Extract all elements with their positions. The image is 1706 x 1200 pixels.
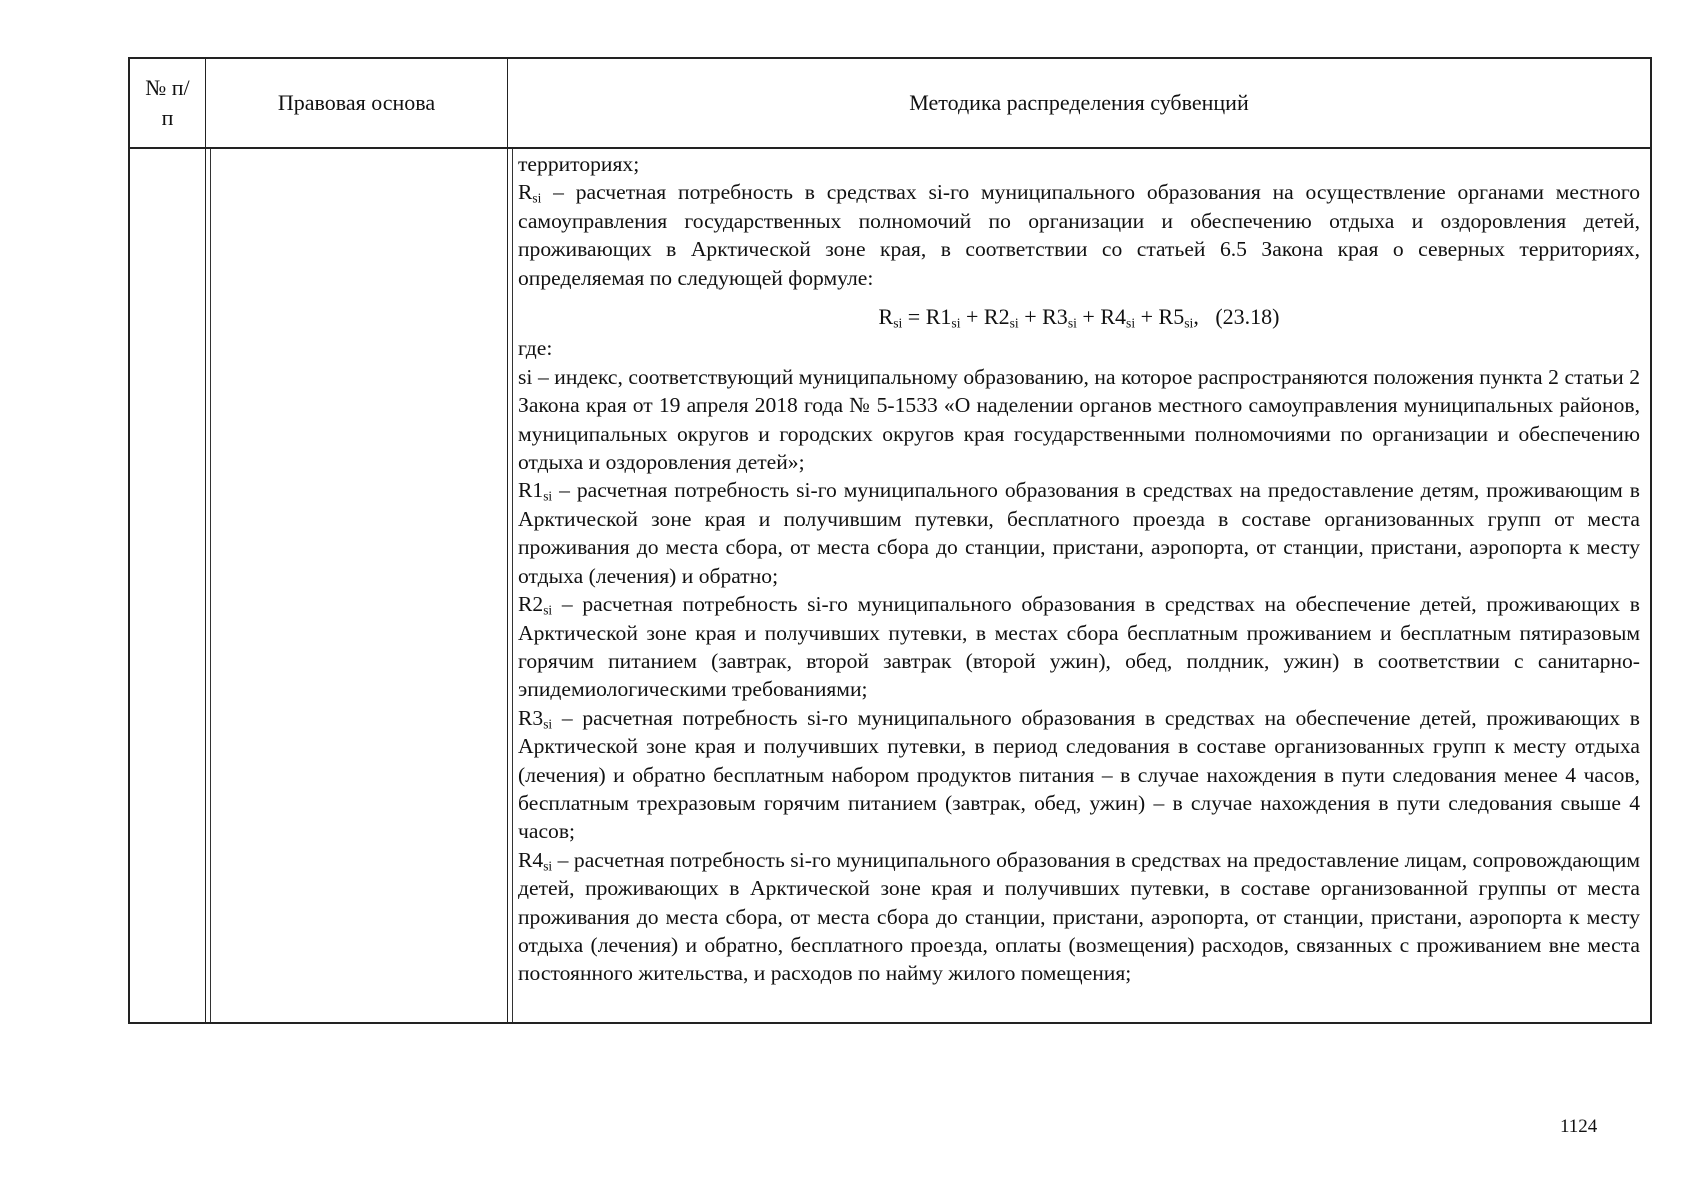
r1-subscript: si: [543, 488, 553, 504]
paragraph-where: где:: [518, 336, 553, 361]
rsi-subscript: si: [532, 190, 542, 206]
r3-subscript: si: [543, 716, 553, 732]
page-number: 1124: [1560, 1116, 1598, 1137]
column-divider-number: [205, 59, 206, 1022]
formula-r4: R4: [1100, 304, 1127, 330]
r1-symbol: R1: [518, 478, 544, 503]
formula-sub: si: [1067, 315, 1077, 331]
column-divider-number-inner: [210, 149, 211, 1022]
paragraph-r3: [518, 704, 1640, 846]
header-legal-basis-label: Правовая основа: [277, 90, 436, 115]
r4-subscript: si: [543, 858, 553, 874]
methodology-table: [128, 57, 1652, 1024]
formula-r1: R1: [925, 304, 952, 330]
header-methodology-label: Методика распределения субвенций: [909, 90, 1249, 115]
r3-symbol: R3: [518, 705, 544, 730]
methodology-text: [518, 150, 1640, 988]
paragraph-r1: [518, 476, 1640, 590]
paragraph-intro: территориях;: [518, 152, 640, 176]
formula-sub: si: [951, 315, 961, 331]
paragraph-r4: [518, 846, 1640, 988]
formula-comma: ,: [1193, 304, 1199, 330]
formula-r2: R2: [983, 304, 1010, 330]
header-number-label: № п/п: [145, 75, 190, 130]
rsi-symbol: R: [518, 180, 533, 205]
r3-definition: – расчетная потребность si-го муниципального образования в средствах на обеспечение детей, проживающих в Арктической зоне края и получивших путевки, в период следования в составе организованных групп к месту отдыха (лечения) и обратно бесплатным набором продуктов питания – в случае нахождения в пути следования менее 4 часов, бесплатным трехразовым горячим питанием (завтрак, обед, ужин) – в случае нахождения в пути следования свыше 4 часов;: [518, 705, 1640, 844]
formula-sub: si: [1184, 315, 1194, 331]
paragraph-si: si – индекс, соответствующий муниципальному образованию, на которое распространяются положения пункта 2 статьи 2 Закона края от 19 апреля 2018 года № 5-1533 «О наделении органов местного самоуправления муниципальных районов, муниципальных округов и городских округов края государственными полномочиями по организации и обеспечению отдыха и оздоровления детей»;: [518, 364, 1640, 475]
paragraph-r2: [518, 590, 1640, 704]
r2-subscript: si: [543, 602, 553, 618]
formula-plus: +: [1135, 304, 1159, 330]
formula-23-18: [518, 303, 1640, 331]
formula-number: (23.18): [1215, 304, 1280, 330]
column-divider-basis: [507, 59, 508, 1022]
header-number: [130, 59, 205, 147]
formula-plus: +: [1076, 304, 1101, 330]
header-legal-basis: [206, 59, 507, 147]
rsi-definition: – расчетная потребность в средствах si-го муниципального образования на осуществление органами местного самоуправления государственных полномочий по организации и обеспечению отдыха и оздоровления детей, проживающих в Арктической зоне края, в соответствии со статьей 6.5 Закона края о северных территориях, определяемая по следующей формуле:: [518, 180, 1640, 290]
r2-symbol: R2: [518, 592, 544, 617]
r4-symbol: R4: [518, 847, 544, 872]
column-divider-basis-inner: [512, 149, 513, 1022]
r4-definition: – расчетная потребность si-го муниципального образования в средствах на предоставление лицам, сопровождающим детей, проживающих в Арктической зоне края и получивших путевки, в составе организованной группы от места проживания до места сбора, от места сбора до станции, пристани, аэропорта, от станции, пристани, аэропорта к месту отдыха (лечения) и обратно, бесплатного проезда, оплаты (возмещения) расходов, связанных с проживанием вне места постоянного жительства, и расходов по найму жилого помещения;: [518, 847, 1640, 986]
header-methodology: [508, 59, 1650, 147]
r1-definition: – расчетная потребность si-го муниципального образования в средствах на предоставление детям, проживающим в Арктической зоне края и получившим путевки, бесплатного проезда в составе организованных групп от места проживания до места сбора, от места сбора до станции, пристани, аэропорта, от станции, пристани, аэропорта к месту отдыха (лечения) и обратно;: [518, 478, 1640, 588]
formula-plus: +: [960, 304, 984, 330]
header-divider: [130, 147, 1650, 149]
paragraph-rsi: [518, 178, 1640, 292]
formula-sub: si: [893, 315, 903, 331]
r2-definition: – расчетная потребность si-го муниципального образования в средствах на обеспечение детей, проживающих в Арктической зоне края и получивших путевки, в местах сбора бесплатным проживанием и бесплатным пятиразовым горячим питанием (завтрак, второй завтрак (второй ужин), обед, полдник, ужин) в соответствии с санитарно-эпидемиологическими требованиями;: [518, 592, 1640, 702]
formula-r3: R3: [1042, 304, 1068, 330]
formula-sub: si: [1126, 315, 1136, 331]
formula-r5: R5: [1158, 304, 1185, 330]
formula-sub: si: [1009, 315, 1019, 331]
formula-lhs: R: [878, 304, 894, 330]
formula-plus: +: [1018, 304, 1043, 330]
formula-eq: =: [902, 304, 926, 330]
